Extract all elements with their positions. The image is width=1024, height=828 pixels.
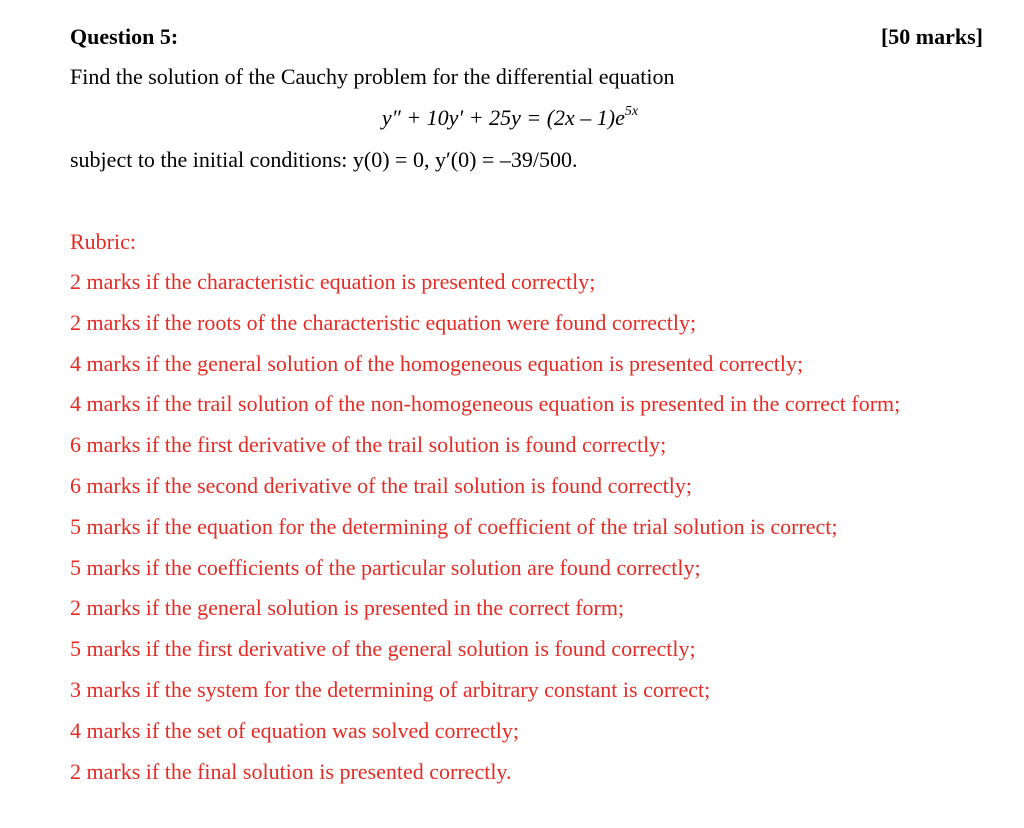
rubric-section xyxy=(70,228,900,798)
initial-conditions: subject to the initial conditions: y(0) = 0, y′(0) = –39/500. xyxy=(70,147,578,172)
rubric-item: 4 marks if the general solution of the homogeneous equation is presented correctly; xyxy=(70,350,804,376)
differential-equation xyxy=(0,105,1024,131)
rubric-title: Rubric: xyxy=(70,229,136,254)
rubric-item: 2 marks if the final solution is presented correctly. xyxy=(70,758,512,784)
equation-exponent xyxy=(625,104,638,119)
exponent-text: 5x xyxy=(624,104,639,119)
rubric-item: 4 marks if the trail solution of the non-homogeneous equation is presented in the correct form; xyxy=(70,391,901,417)
rubric-item: 5 marks if the coefficients of the particular solution are found correctly; xyxy=(70,554,701,580)
question-prompt: Find the solution of the Cauchy problem for the differential equation xyxy=(70,64,675,89)
rubric-list xyxy=(70,268,900,798)
rubric-item: 6 marks if the second derivative of the trail solution is found correctly; xyxy=(70,472,692,498)
rubric-item: 5 marks if the equation for the determining of coefficient of the trial solution is correct; xyxy=(70,513,838,539)
question-marks: [50 marks] xyxy=(880,24,983,49)
rubric-item: 6 marks if the first derivative of the trail solution is found correctly; xyxy=(70,432,667,458)
rubric-item: 2 marks if the roots of the characteristic equation were found correctly; xyxy=(70,309,697,335)
rubric-item: 3 marks if the system for the determining of arbitrary constant is correct; xyxy=(70,676,711,702)
rubric-item: 2 marks if the characteristic equation is presented correctly; xyxy=(70,269,596,294)
rubric-item: 5 marks if the first derivative of the general solution is found correctly; xyxy=(70,636,696,662)
rubric-item: 2 marks if the general solution is presented in the correct form; xyxy=(70,595,625,621)
equation-lhs: y″ + 10y′ + 25y = (2x – 1)e xyxy=(381,105,625,130)
question-title: Question 5: xyxy=(70,24,179,49)
rubric-item: 4 marks if the set of equation was solved correctly; xyxy=(70,717,520,743)
equation-body xyxy=(382,105,638,131)
